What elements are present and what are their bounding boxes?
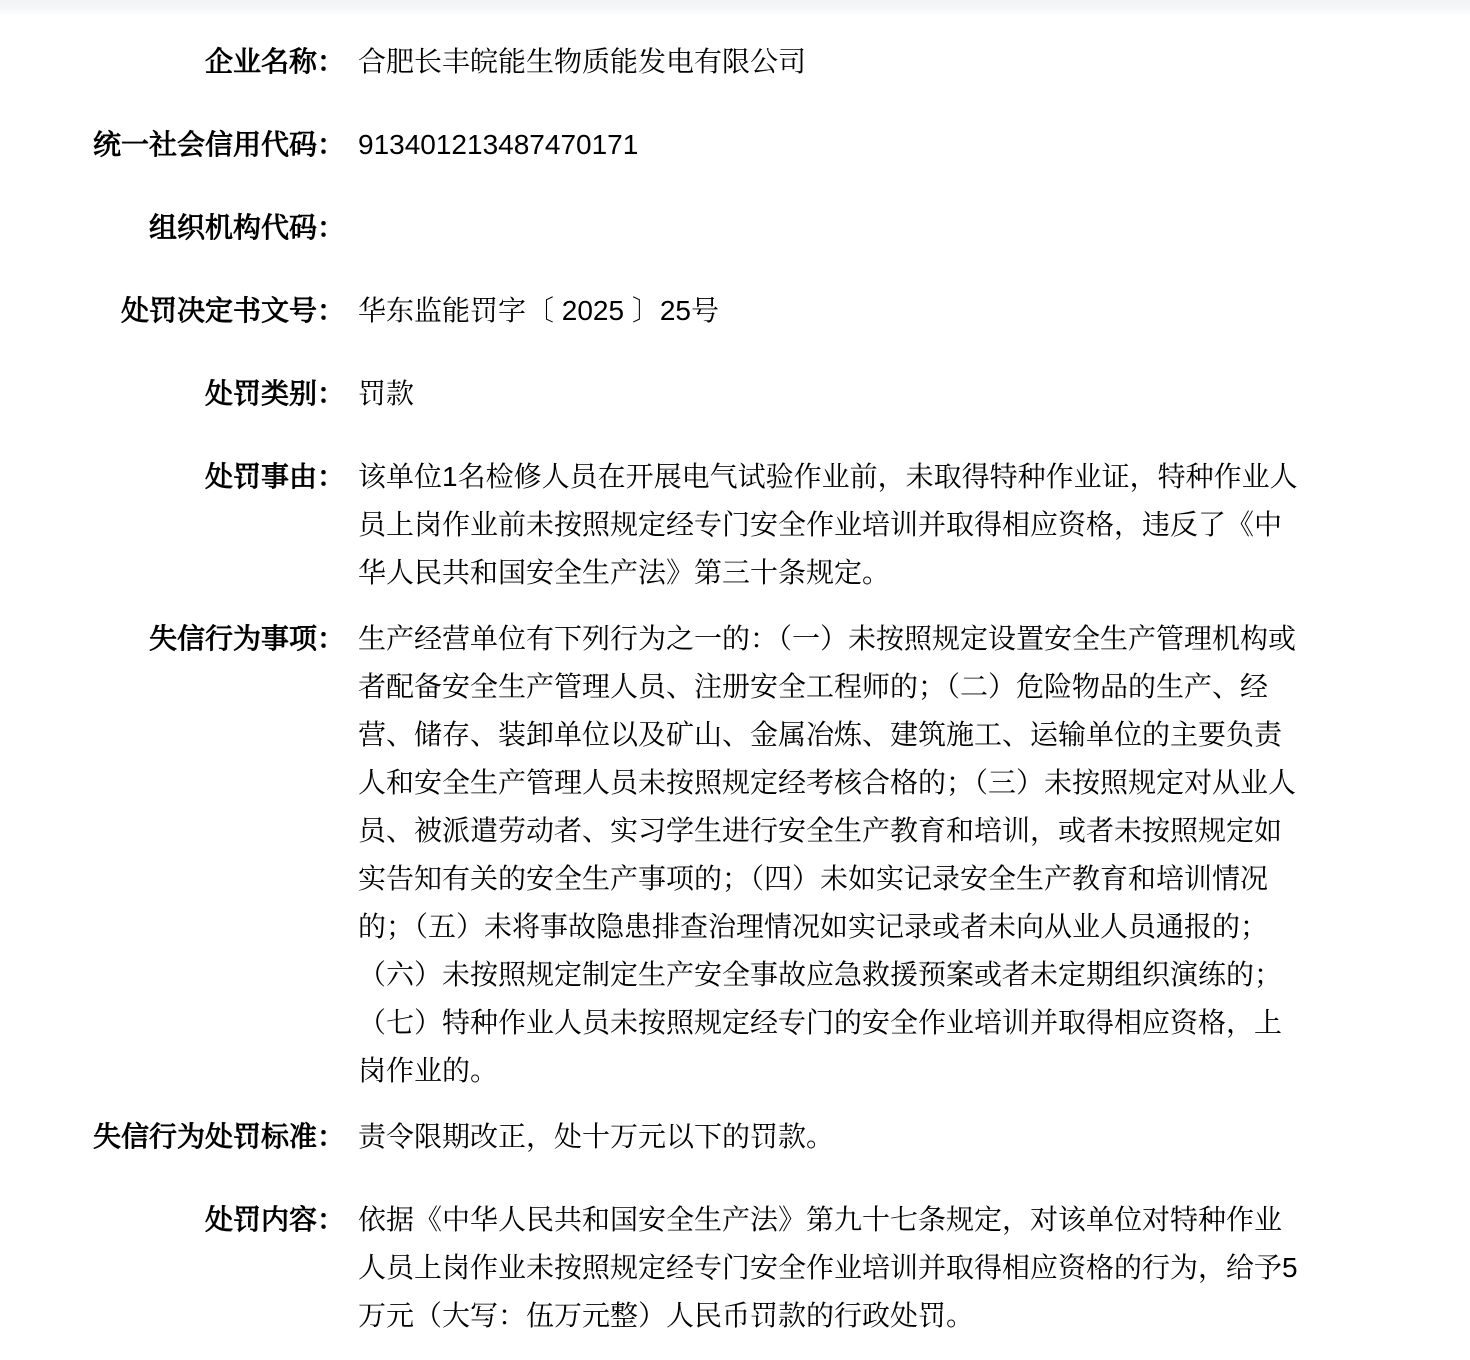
penalty-type-value: 罚款 bbox=[358, 378, 415, 409]
penalty-record-detail bbox=[0, 15, 1470, 1340]
org-code-label: 组织机构代码： bbox=[148, 212, 345, 243]
row-dishonesty-items bbox=[0, 615, 1470, 1095]
dishonesty-items-value: 生产经营单位有下列行为之一的：（一）未按照规定设置安全生产管理机构或者配备安全生产管理人员、注册安全工程师的；（二）危险物品的生产、经营、储存、装卸单位以及矿山、金属冶炼、建筑施工、运输单位的主要负责人和安全生产管理人员未按照规定经考核合格的；（三）未按照规定对从业人员、被派遣劳动者、实习学生进行安全生产教育和培训，或者未按照规定如实告知有关的安全生产事项的；（四）未如实记录安全生产教育和培训情况的；（五）未将事故隐患排查治理情况如实记录或者未向从业人员通报的；（六）未按照规定制定生产安全事故应急救援预案或者未定期组织演练的；（七）特种作业人员未按照规定经专门的安全作业培训并取得相应资格，上岗作业的。 bbox=[358, 623, 1297, 1086]
penalty-content-label: 处罚内容： bbox=[204, 1204, 345, 1235]
penalty-reason-label: 处罚事由： bbox=[204, 461, 345, 492]
row-penalty-content bbox=[0, 1196, 1470, 1340]
penalty-content-value: 依据《中华人民共和国安全生产法》第九十七条规定，对该单位对特种作业人员上岗作业未按照规定经专门安全作业培训并取得相应资格的行为，给予5万元（大写：伍万元整）人民币罚款的行政处罚。 bbox=[358, 1204, 1298, 1331]
row-dishonesty-penalty-standard bbox=[0, 1113, 1470, 1161]
credit-code-value: 913401213487470171 bbox=[358, 129, 639, 160]
row-credit-code bbox=[0, 121, 1470, 169]
decision-number-label: 处罚决定书文号： bbox=[120, 295, 345, 326]
company-name-label: 企业名称： bbox=[204, 46, 345, 77]
company-name-value: 合肥长丰皖能生物质能发电有限公司 bbox=[358, 46, 807, 77]
penalty-reason-value: 该单位1名检修人员在开展电气试验作业前，未取得特种作业证，特种作业人员上岗作业前未按照规定经专门安全作业培训并取得相应资格，违反了《中华人民共和国安全生产法》第三十条规定。 bbox=[358, 461, 1298, 588]
dishonesty-penalty-standard-value: 责令限期改正，处十万元以下的罚款。 bbox=[358, 1121, 835, 1152]
row-penalty-type bbox=[0, 370, 1470, 418]
credit-code-label: 统一社会信用代码： bbox=[92, 129, 345, 160]
dishonesty-items-label: 失信行为事项： bbox=[148, 623, 345, 654]
row-org-code bbox=[0, 204, 1470, 252]
row-decision-number bbox=[0, 287, 1470, 335]
decision-number-value: 华东监能罚字〔 2025 〕25号 bbox=[358, 295, 719, 326]
row-penalty-reason bbox=[0, 453, 1470, 597]
header-strip bbox=[0, 0, 1470, 15]
penalty-type-label: 处罚类别： bbox=[204, 378, 345, 409]
row-company-name bbox=[0, 38, 1470, 86]
dishonesty-penalty-standard-label: 失信行为处罚标准： bbox=[92, 1121, 345, 1152]
